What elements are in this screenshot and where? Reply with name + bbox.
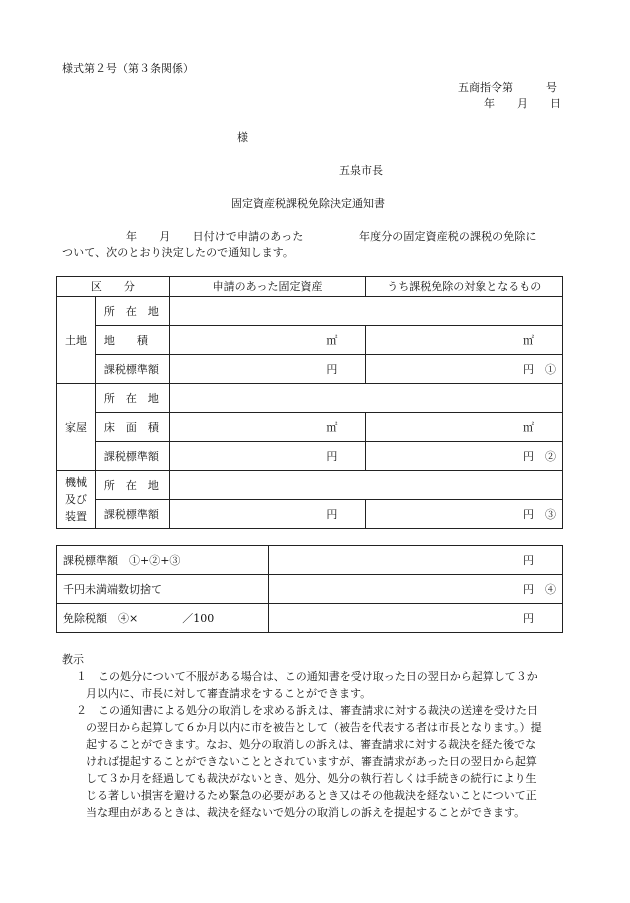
note-2-line-6: じる著しい損害を避けるため緊急の必要があるとき又はその他裁決を経ないことについて正 <box>86 789 537 802</box>
group-machinery-line-3: 装置 <box>64 510 87 523</box>
document-title: 固定資産税課税免除決定通知書 <box>231 197 385 210</box>
unit-yen-1: 円 ① <box>366 355 563 384</box>
item-land-area: 地 積 <box>95 326 169 355</box>
unit-yen-2: 円 ② <box>366 442 563 471</box>
note-2-line-1: ２ この通知書による処分の取消しを求める訴えは、審査請求に対する裁決の送達を受けた日 <box>76 704 538 717</box>
unit-sqm: ㎡ <box>169 326 366 355</box>
unit-yen: 円 <box>169 442 366 471</box>
table-row <box>57 355 563 384</box>
item-standard-value: 課税標準額 <box>95 442 169 471</box>
unit-yen: 円 <box>169 500 366 529</box>
table-row <box>57 471 563 500</box>
group-machinery-line-1: 機械 <box>64 476 87 489</box>
table-row <box>57 546 563 575</box>
note-2-line-2: の翌日から起算して６か月以内に市を被告として（被告を代表する者は市長となります。）提 <box>86 721 542 734</box>
item-floor-area: 床 面 積 <box>95 413 169 442</box>
summary-table <box>56 545 563 633</box>
issue-date: 年 月 日 <box>484 97 561 110</box>
group-machinery <box>57 471 96 529</box>
table-row <box>57 604 563 633</box>
form-label: 様式第２号（第３条関係） <box>62 62 194 75</box>
header-category: 区 分 <box>57 277 170 297</box>
note-2-line-3: 起することができます。なお、処分の取消しの訴えは、審査請求に対する裁決を経た後でな <box>86 738 537 751</box>
notes-heading: 教示 <box>62 653 84 666</box>
unit-yen: 円 <box>268 546 562 575</box>
unit-sqm: ㎡ <box>366 326 563 355</box>
asset-table <box>56 276 563 529</box>
unit-yen-3: 円 ③ <box>366 500 563 529</box>
header-applied: 申請のあった固定資産 <box>169 277 366 297</box>
item-location: 所 在 地 <box>95 297 169 326</box>
item-standard-value: 課税標準額 <box>95 500 169 529</box>
unit-yen-4: 円 ④ <box>268 575 562 604</box>
value-cell <box>169 297 562 326</box>
table-header-row <box>57 277 563 297</box>
total-label: 課税標準額 ①+②+③ <box>57 546 269 575</box>
addressee-suffix: 様 <box>237 131 248 144</box>
unit-yen: 円 <box>268 604 562 633</box>
item-location: 所 在 地 <box>95 384 169 413</box>
unit-sqm: ㎡ <box>366 413 563 442</box>
intro-line-2: ついて、次のとおり決定したので通知します。 <box>62 246 294 259</box>
issuer-name: 五泉市長 <box>339 164 383 177</box>
table-row <box>57 413 563 442</box>
table-row <box>57 575 563 604</box>
exemption-label: 免除税額 ④× ／100 <box>57 604 269 633</box>
rounding-label: 千円未満端数切捨て <box>57 575 269 604</box>
table-row <box>57 384 563 413</box>
group-land: 土地 <box>57 297 96 384</box>
group-machinery-line-2: 及び <box>64 493 87 506</box>
note-1-line-2: 月以内に、市長に対して審査請求をすることができます。 <box>86 687 372 700</box>
group-house: 家屋 <box>57 384 96 471</box>
note-2-line-5: して３か月を経過しても裁決がないとき、処分、処分の執行若しくは手続きの続行により生 <box>86 772 537 785</box>
note-2-line-4: ければ提起することができないこととされていますが、審査請求があった日の翌日から起算 <box>86 755 537 768</box>
intro-line-1: 年 月 日付けで申請のあった 年度分の固定資産税の課税の免除に <box>126 230 537 243</box>
table-row <box>57 326 563 355</box>
value-cell <box>169 471 562 500</box>
value-cell <box>169 384 562 413</box>
unit-yen: 円 <box>169 355 366 384</box>
item-location: 所 在 地 <box>95 471 169 500</box>
table-row <box>57 500 563 529</box>
note-1-line-1: １ この処分について不服がある場合は、この通知書を受け取った日の翌日から起算して３か <box>76 670 538 683</box>
item-standard-value: 課税標準額 <box>95 355 169 384</box>
unit-sqm: ㎡ <box>169 413 366 442</box>
note-2-line-7: 当な理由があるときは、裁決を経ないで処分の取消しの訴えを提起することができます。 <box>86 806 526 819</box>
document-number: 五商指令第 号 <box>458 81 557 94</box>
table-row <box>57 297 563 326</box>
header-exempt: うち課税免除の対象となるもの <box>366 277 563 297</box>
table-row <box>57 442 563 471</box>
